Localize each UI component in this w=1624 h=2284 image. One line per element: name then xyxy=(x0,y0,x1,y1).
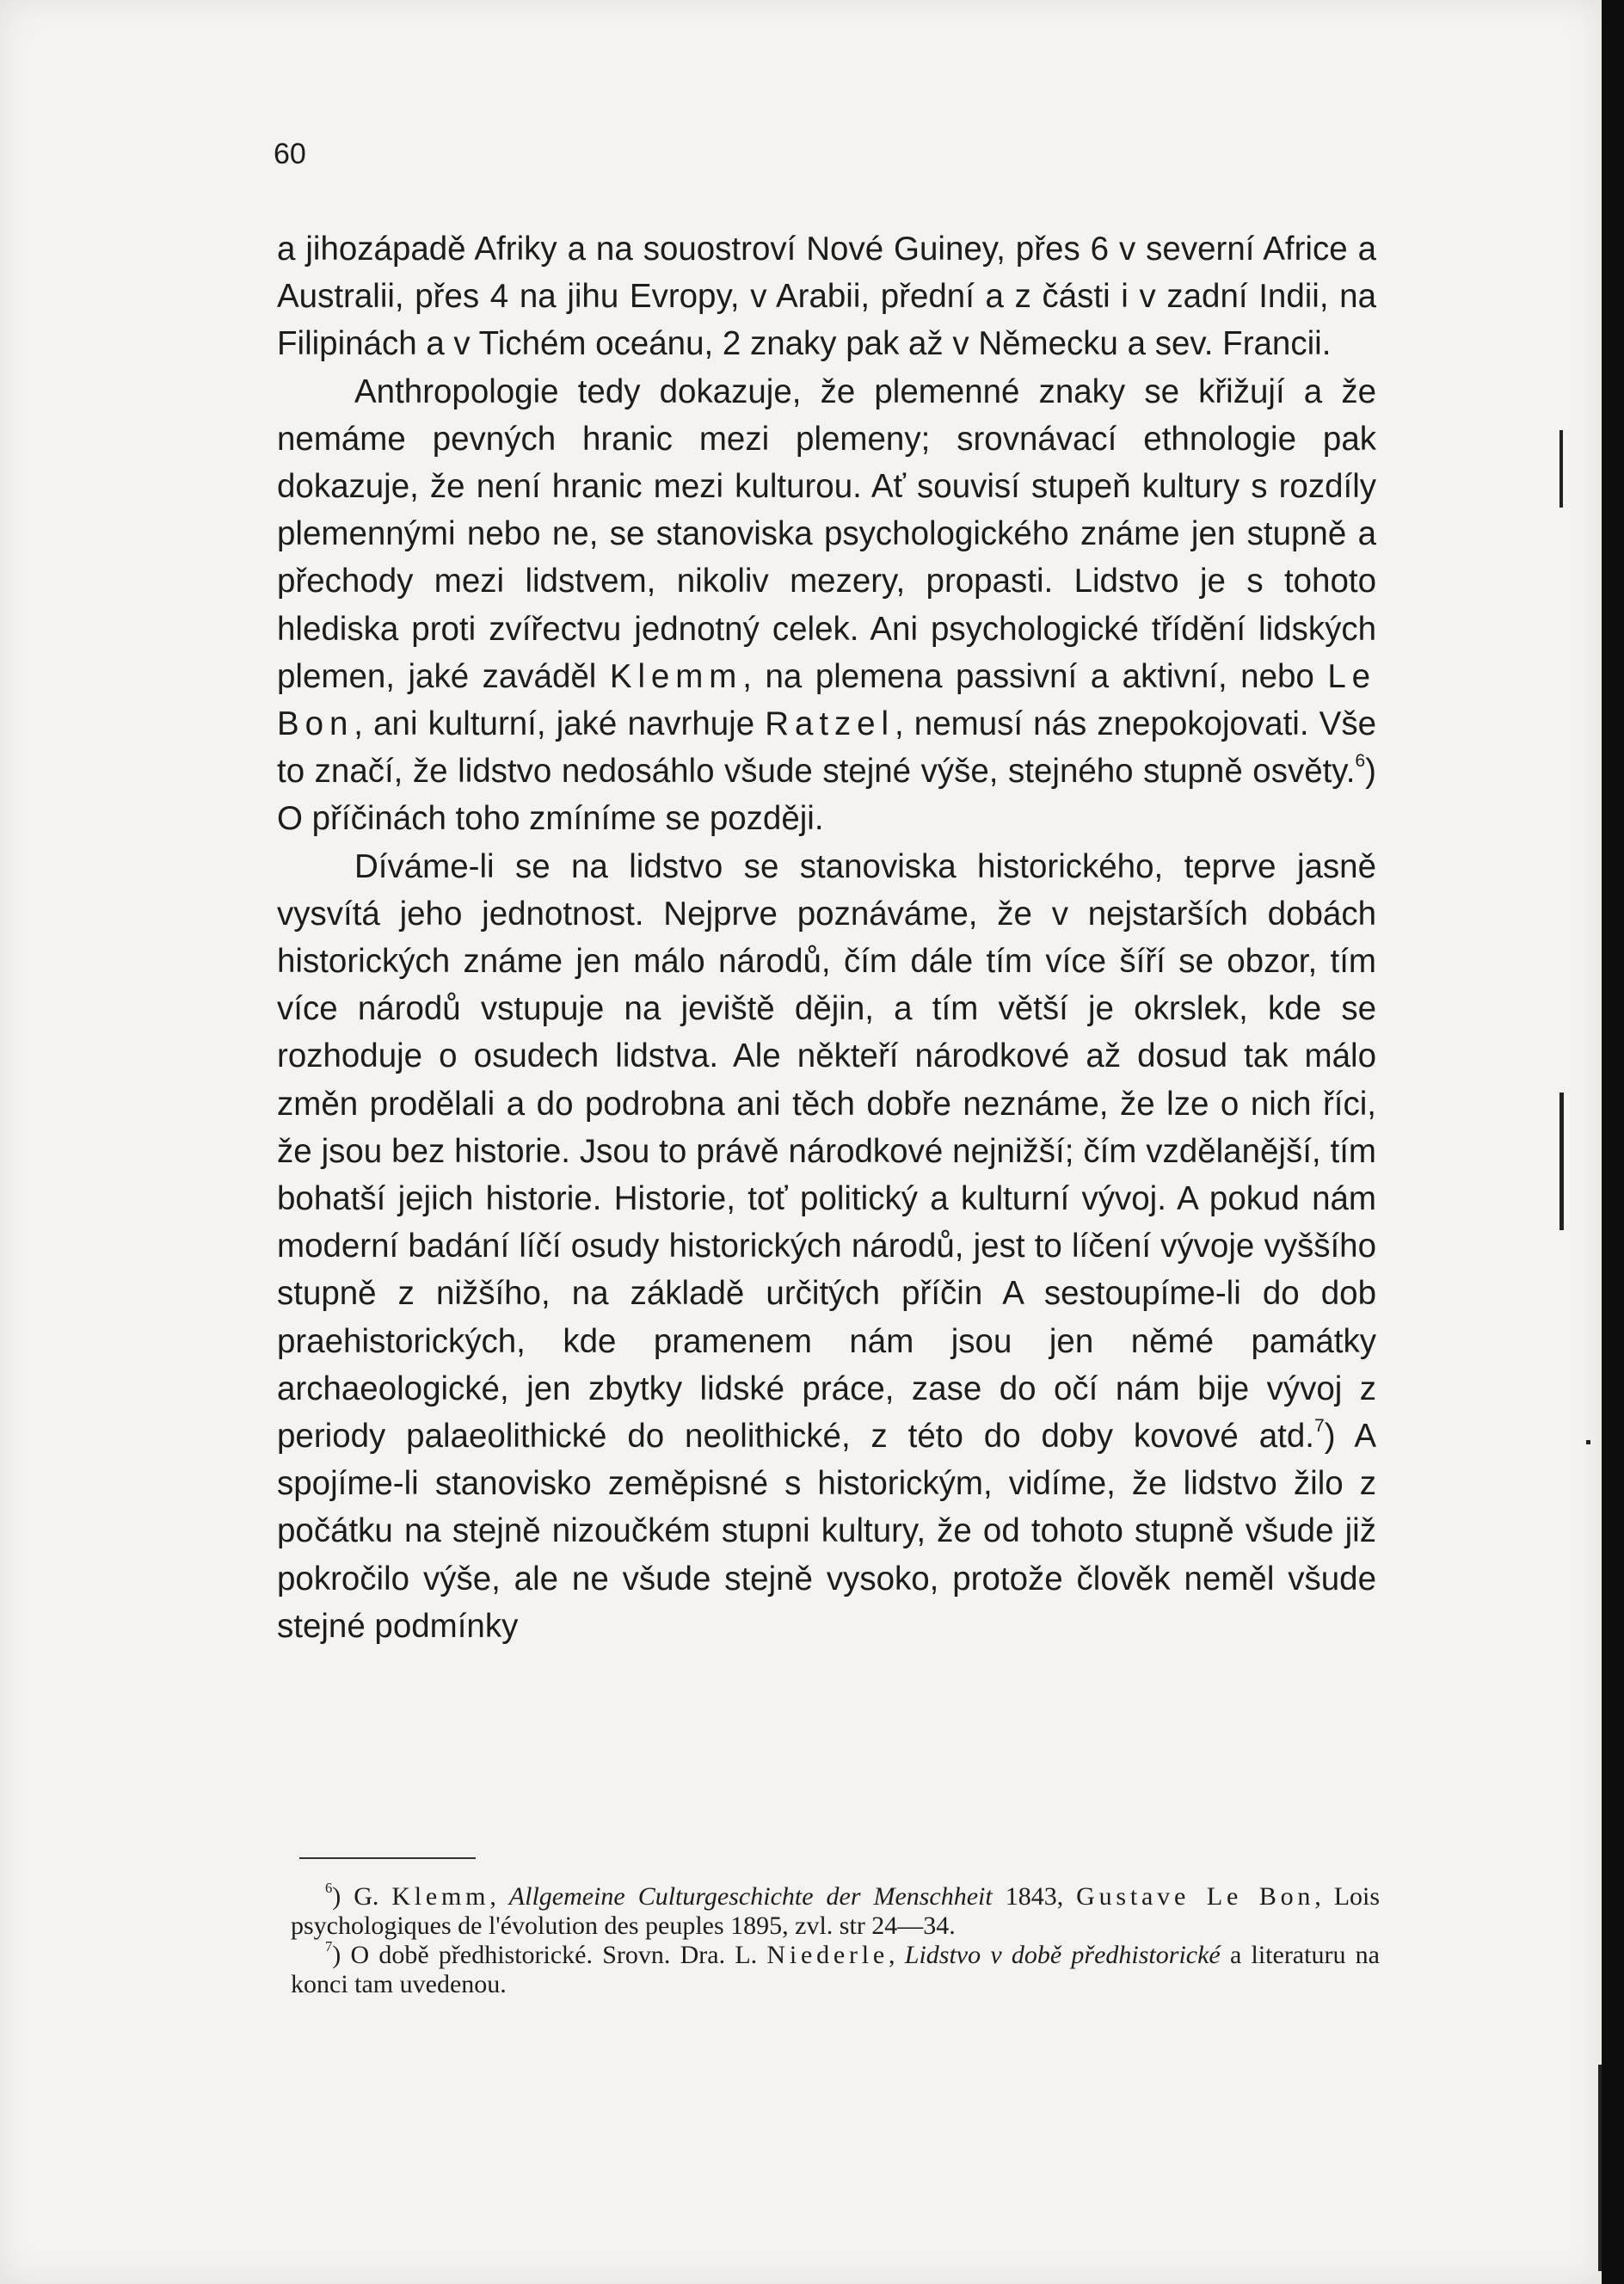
footnote-6 xyxy=(291,1879,1381,1941)
text-run: , xyxy=(889,1941,905,1969)
footnote-7 xyxy=(291,1937,1380,1999)
text-run: Díváme-li se na lidstvo se stanoviska historického, teprve jasně vysvítá jeho jednotnost. Nejprve poznáváme, že v nejstarších dobách historických známe jen málo národů, čím dále tím více šíří se obzor, tím více národů vstupuje na jeviště dějin, a tím větší je okrslek, kde se rozhoduje o osudech lidstva. Ale někteří národkové až dosud tak málo změn prodělali a do podrobna ani těch dobře neznáme, že lze o nich říci, že jsou bez historie. Jsou to právě národkové nejnižší; čím vzdělanější, tím bohatší jejich historie. Historie, toť politický a kulturní vývoj. A pokud nám moderní badání líčí osudy historických národů, jest to líčení vývoje vyššího stupně z nižšího, na základě určitých příčin A sestoupíme-li do dob praehistorických, kde pramenem nám jsou jen němé památky archaeologické, jen zbytky lidské práce, zase do očí nám bije vývoj z periody palaeolithické do neolithické, z této do doby kovové atd. xyxy=(277,847,1376,1456)
scan-mark xyxy=(1586,1440,1590,1444)
paragraph-1 xyxy=(277,225,1376,368)
page-number: 60 xyxy=(274,138,306,170)
text-run: , xyxy=(489,1882,509,1911)
footnote-ref: 7 xyxy=(325,1937,333,1955)
title-italic: Allgemeine Culturgeschichte der Menschheit xyxy=(508,1882,993,1911)
footnotes xyxy=(291,1879,1381,1999)
page-edge-shadow xyxy=(1602,0,1624,2284)
text-run: ) O příčinách toho zmíníme se později. xyxy=(277,753,1376,838)
author-name: Klemm xyxy=(609,657,743,695)
footnote-divider xyxy=(299,1857,476,1859)
paragraph-2 xyxy=(277,368,1376,843)
text-run: ) A spojíme-li stanovisko zeměpisné s historickým, vidíme, že lidstvo žilo z počátku na stejně nizoučkém stupni kultury, že od tohoto stupně všude již pokročilo výše, ale ne všude stejně vysoko, protože člověk neměl všude stejné podmínky xyxy=(277,1418,1376,1645)
author-name: Le Bon xyxy=(277,657,1377,743)
text-run: Anthropologie tedy dokazuje, že plemenné znaky se křižují a že nemáme pevných hranic mezi plemeny; srovnávací ethnologie pak dokazuje, že není hranic mezi kulturou. Ať souvisí stupeň kultury s rozdíly plemennými nebo ne, se stanoviska psychologického známe jen stupně a přechody mezi lidstvem, nikoliv mezery, propasti. Lidstvo je s tohoto hlediska proti zvířectvu jednotný celek. Ani psychologické třídění lidských plemen, jaké zaváděl xyxy=(277,372,1376,695)
text-run: a jihozápadě Afriky a na souostroví Nové Guiney, přes 6 v severní Africe a Australii, přes 4 na jihu Evropy, v Arabii, přední a z části i v zadní Indii, na Filipinách a v Tichém oceánu, 2 znaky pak až v Německu a sev. Francii. xyxy=(277,231,1376,363)
footnote-ref: 7 xyxy=(1313,1416,1325,1437)
footnote-ref: 6 xyxy=(1355,751,1366,772)
main-text xyxy=(277,225,1376,1650)
author-name: Klemm xyxy=(391,1882,490,1911)
author-name: Gustave Le Bon xyxy=(1076,1882,1315,1911)
paragraph-3 xyxy=(277,843,1376,1650)
scan-mark xyxy=(1559,430,1563,508)
text-run: ) O době předhistorické. Srovn. Dra. L. xyxy=(332,1941,767,1969)
scan-mark xyxy=(1559,1093,1564,1230)
text-run: , na plemena passivní a aktivní, nebo xyxy=(742,657,1328,695)
author-name: Ratzel xyxy=(765,705,895,743)
author-name: Niederle xyxy=(766,1941,889,1969)
text-run: , ani kulturní, jaké navrhuje xyxy=(354,705,766,743)
text-run: a literaturu na konci tam uvedenou. xyxy=(291,1941,1380,1998)
text-run: ) G. xyxy=(332,1882,392,1911)
text-run: , nemusí nás znepokojovati. Vše to značí, že lidstvo nedosáhlo všude stejné výše, stejného stupně osvěty. xyxy=(277,705,1376,791)
footnote-ref: 6 xyxy=(325,1879,333,1896)
text-run: 1843, xyxy=(992,1882,1077,1911)
title-italic: Lidstvo v době předhistorické xyxy=(904,1941,1221,1969)
text-run: , Lois psychologiques de l'évolution des peuples 1895, zvl. str 24—34. xyxy=(291,1882,1381,1940)
